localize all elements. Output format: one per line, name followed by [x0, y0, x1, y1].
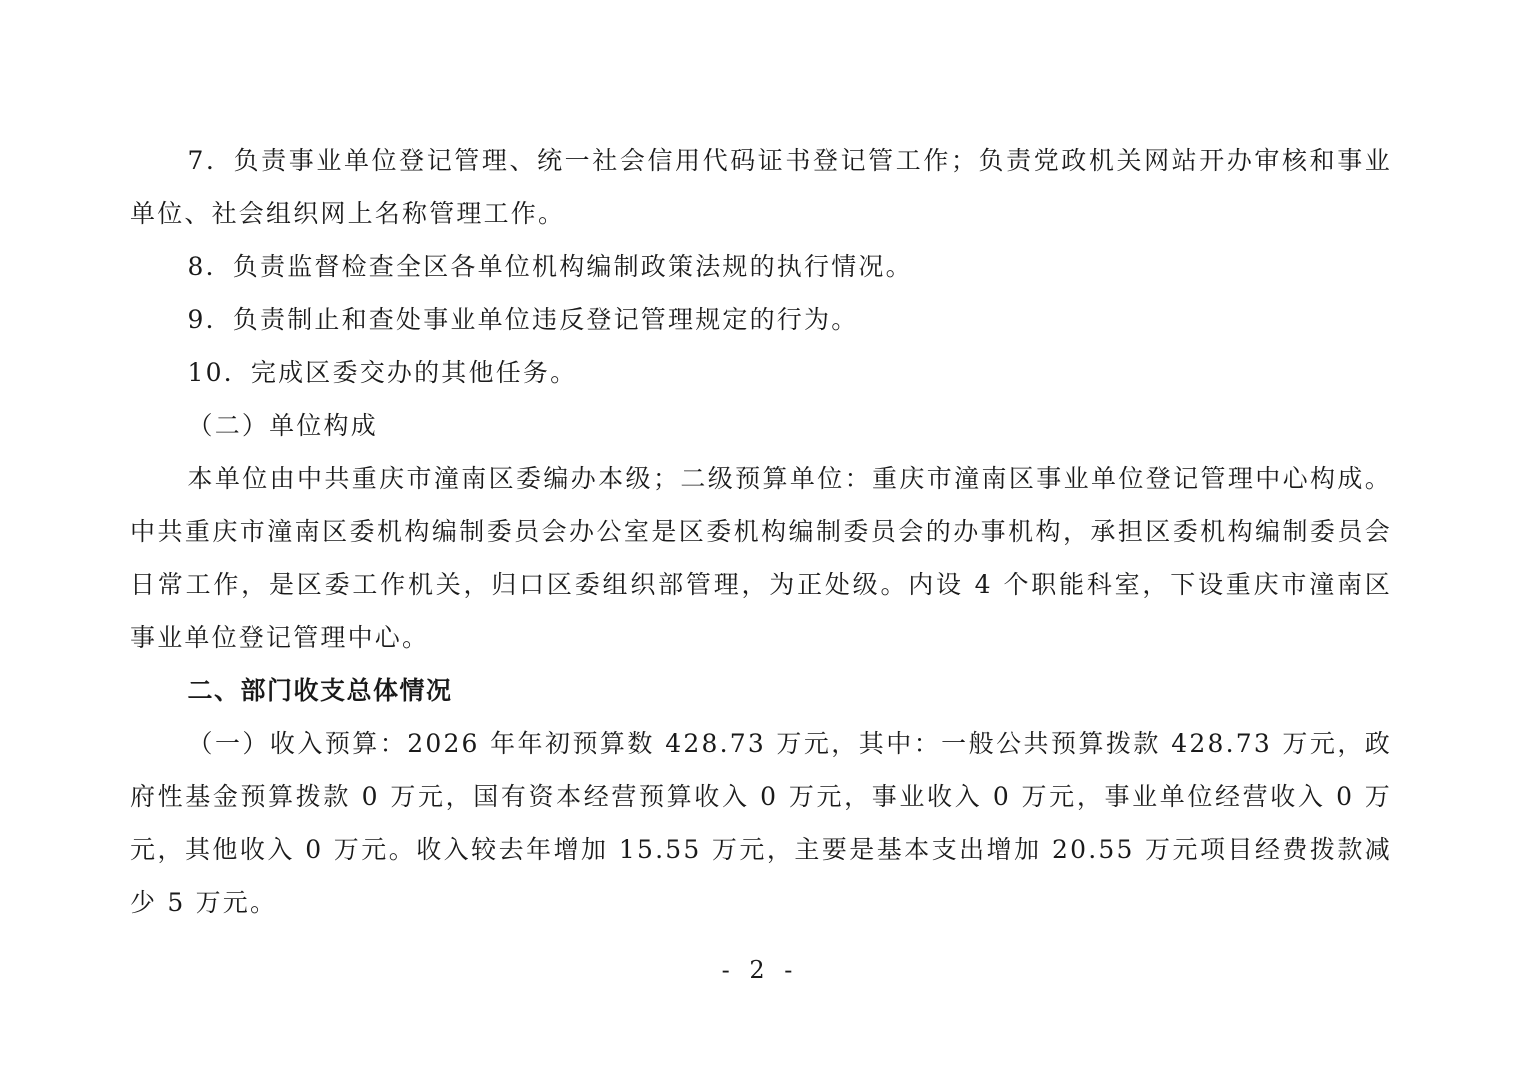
- subsection-title-unit-composition: （二）单位构成: [187, 411, 378, 440]
- section-heading-revenue-expenditure: 二、部门收支总体情况: [187, 676, 453, 705]
- page-number: - 2 -: [721, 956, 799, 984]
- paragraph-revenue-budget: （一）收入预算：2026 年年初预算数 428.73 万元，其中：一般公共预算拨款 428.73 万元，政府性基金预算拨款 0 万元，国有资本经营预算收入 0 万元，事业收入 0 万元，事业单位经营收入 0 万元，其他收入 0 万元。收入较去年增加 15.55 万元，主要是基本支出增加 20.55 万元项目经费拨款减少 5 万元。: [130, 729, 1392, 917]
- paragraph-unit-composition: 本单位由中共重庆市潼南区委编办本级；二级预算单位：重庆市潼南区事业单位登记管理中心构成。中共重庆市潼南区委机构编制委员会办公室是区委机构编制委员会的办事机构，承担区委机构编制委员会日常工作，是区委工作机关，归口区委组织部管理，为正处级。内设 4 个职能科室，下设重庆市潼南区事业单位登记管理中心。: [130, 464, 1392, 652]
- paragraph-duty-8: 8．负责监督检查全区各单位机构编制政策法规的执行情况。: [187, 252, 913, 281]
- document-body: [130, 134, 1392, 929]
- paragraph-duty-10: 10．完成区委交办的其他任务。: [187, 358, 578, 387]
- paragraph-duty-7: 7．负责事业单位登记管理、统一社会信用代码证书登记管工作；负责党政机关网站开办审核和事业单位、社会组织网上名称管理工作。: [130, 146, 1392, 228]
- paragraph-duty-9: 9．负责制止和查处事业单位违反登记管理规定的行为。: [187, 305, 859, 334]
